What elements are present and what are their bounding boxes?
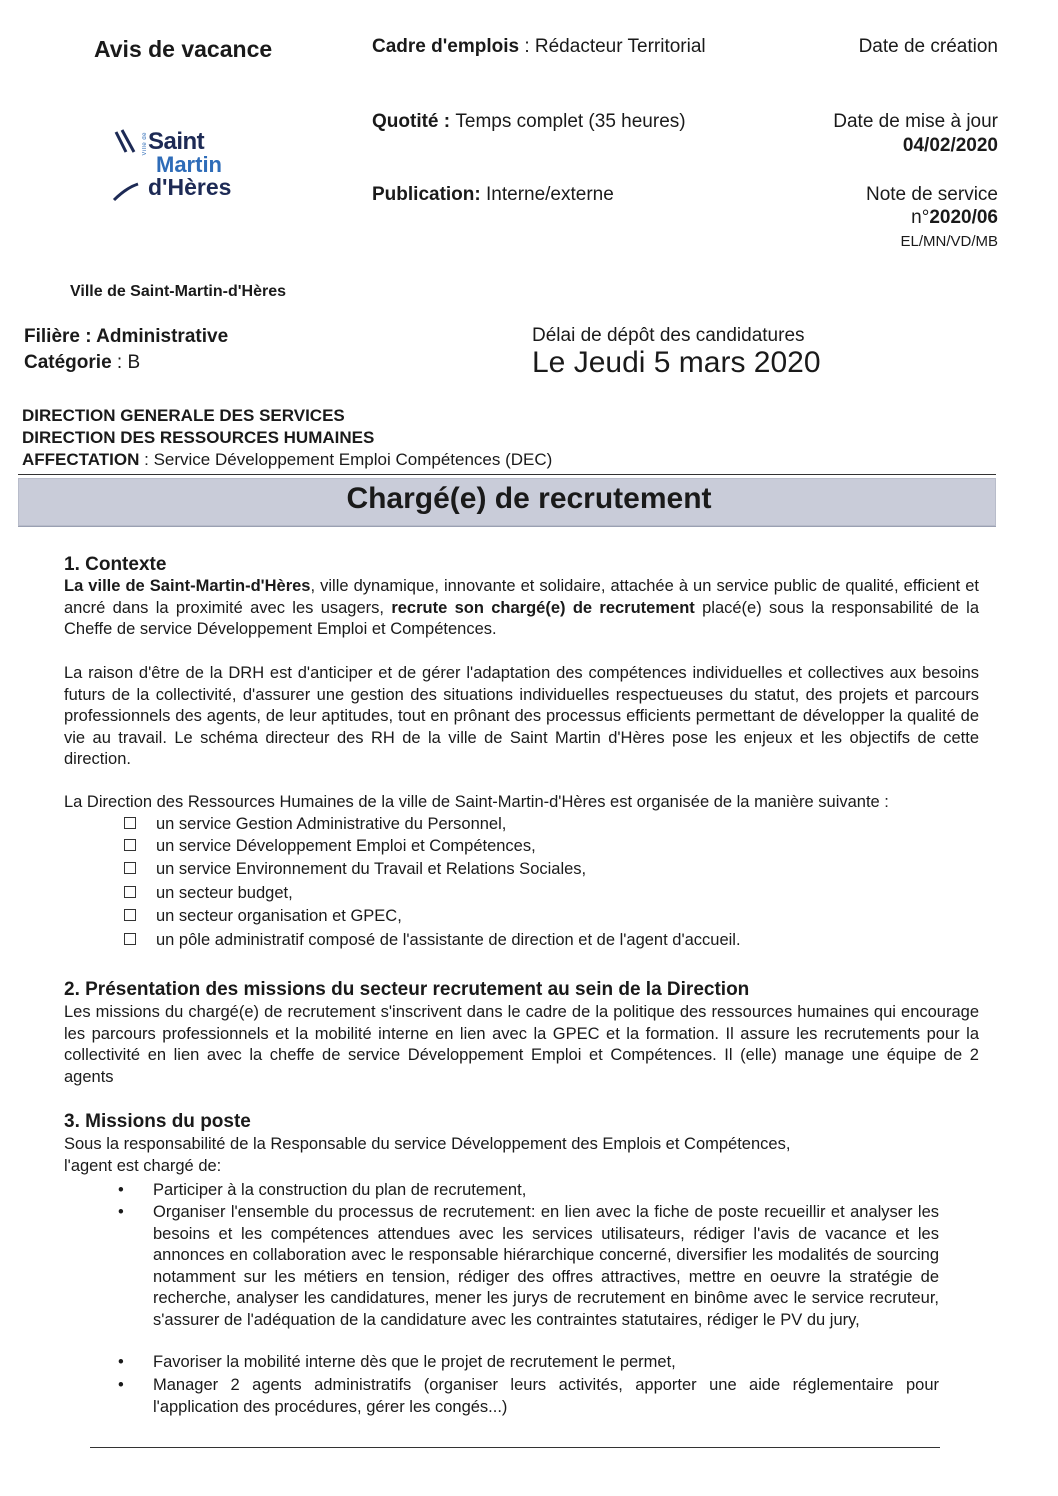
bullet-icon: • [118, 1353, 124, 1371]
list-item: un service Développement Emploi et Compétences, [124, 837, 536, 856]
section-presentation-title: 2. Présentation des missions du secteur recrutement au sein de la Direction [64, 979, 750, 1000]
affectation-value: : Service Développement Emploi Compétences (DEC) [139, 450, 553, 469]
cadre-label: Cadre d'emplois [372, 36, 520, 57]
affectation-label: AFFECTATION [22, 450, 140, 469]
missions-intro-1: Sous la responsabilité de la Responsable du service Développement des Emplois et Compétences, [64, 1135, 791, 1153]
contexte-paragraph-1 [64, 576, 979, 641]
note-label: Note de service [865, 184, 998, 205]
list-item: un secteur budget, [124, 884, 293, 903]
missions-intro-2: l'agent est chargé de: [64, 1157, 222, 1175]
contexte-p1-text-2: placé(e) sous la responsabilité de la Cheffe de service Développement Emploi et Compétences. [64, 598, 980, 638]
job-title: Chargé(e) de recrutement [346, 482, 712, 515]
categorie-value: : B [111, 352, 141, 373]
presentation-paragraph: Les missions du chargé(e) de recrutement s'inscrivent dans le cadre de la politique des ressources humaines qui encourage les parcours professionnels et la mobilité interne en lien avec la GPEC et la formation. Il assure les recrutements pour la collectivité en lien avec la cheffe de service Développement Emploi et Compétences. Il (elle) manage une équipe de 2 agents [64, 1003, 979, 1086]
contexte-paragraph-3: La Direction des Ressources Humaines de la ville de Saint-Martin-d'Hères est organisée de la manière suivante : [64, 793, 889, 811]
logo-line-heres: d'Hères [148, 174, 232, 200]
note-initials: EL/MN/VD/MB [900, 233, 998, 250]
checkbox-square-icon [124, 933, 136, 945]
note-number-value: 2020/06 [929, 207, 998, 228]
logo-line-saint: Saint [148, 128, 205, 155]
publication [372, 184, 614, 206]
filiere: Filière : Administrative [24, 326, 229, 347]
bullet-icon: • [118, 1181, 124, 1199]
list-item: un service Environnement du Travail et Relations Sociales, [124, 860, 586, 879]
publication-label: Publication: [372, 184, 486, 205]
date-creation-label: Date de création [858, 36, 998, 57]
section-contexte-title: 1. Contexte [64, 554, 167, 575]
quotite [372, 111, 686, 133]
direction-rh: DIRECTION DES RESSOURCES HUMAINES [22, 428, 375, 447]
footer-divider [90, 1447, 940, 1448]
city-logo [118, 126, 236, 206]
deadline-date: Le Jeudi 5 mars 2020 [532, 346, 821, 379]
checkbox-square-icon [124, 909, 136, 921]
categorie-label: Catégorie [24, 352, 112, 373]
logo-line-martin: Martin [156, 152, 222, 177]
contexte-p1-bold-1: La ville de Saint-Martin-d'Hères [64, 577, 311, 595]
contexte-p1-text-1: , ville dynamique, innovante et solidaire, attachée à un service public de qualité, efficient et ancré dans la proximité avec les usagers, [64, 577, 979, 617]
checkbox-square-icon [124, 839, 136, 851]
date-maj-value: 04/02/2020 [902, 135, 998, 156]
logo-vertical-text: Ville de [142, 132, 148, 156]
checkbox-square-icon [124, 886, 136, 898]
header-divider [18, 474, 996, 475]
contexte-paragraph-2: La raison d'être de la DRH est d'anticiper et de gérer l'adaptation des compétences individuelles et collectives aux besoins futurs de la collectivité, d'assurer une gestion des situations individuelles respectueuses du statut, des projets et parcours professionnels des agents, de leur aptitudes, tout en prônant des processus efficients permettant de développer la qualité de vie au travail. Le schéma directeur des RH de la ville de Saint Martin d'Hères pose les enjeux et les objectifs de cette direction. [64, 664, 979, 768]
date-maj-label: Date de mise à jour [833, 111, 998, 132]
section-missions-title: 3. Missions du poste [64, 1111, 251, 1132]
categorie [24, 352, 140, 374]
quotite-value: Temps complet (35 heures) [455, 111, 686, 132]
note-prefix: n° [911, 207, 930, 228]
list-item: un service Gestion Administrative du Personnel, [124, 815, 506, 834]
checkbox-square-icon [124, 862, 136, 874]
notice-title: Avis de vacance [94, 36, 273, 62]
bullet-icon: • [118, 1376, 124, 1394]
contexte-p1-bold-2: recrute son chargé(e) de recrutement [391, 598, 695, 617]
org-name: Ville de Saint-Martin-d'Hères [70, 283, 287, 300]
cadre-value: : Rédacteur Territorial [519, 36, 706, 57]
quotite-label: Quotité : [372, 111, 456, 132]
list-item: un pôle administratif composé de l'assistante de direction et de l'agent d'accueil. [124, 931, 741, 950]
deadline-label: Délai de dépôt des candidatures [532, 325, 805, 346]
cadre-emplois [372, 36, 706, 58]
direction-generale: DIRECTION GENERALE DES SERVICES [22, 406, 345, 425]
publication-value: Interne/externe [486, 184, 614, 205]
list-item: un secteur organisation et GPEC, [124, 907, 402, 926]
affectation [22, 450, 552, 470]
bullet-icon: • [118, 1203, 124, 1221]
checkbox-square-icon [124, 817, 136, 829]
note-number [911, 207, 998, 229]
